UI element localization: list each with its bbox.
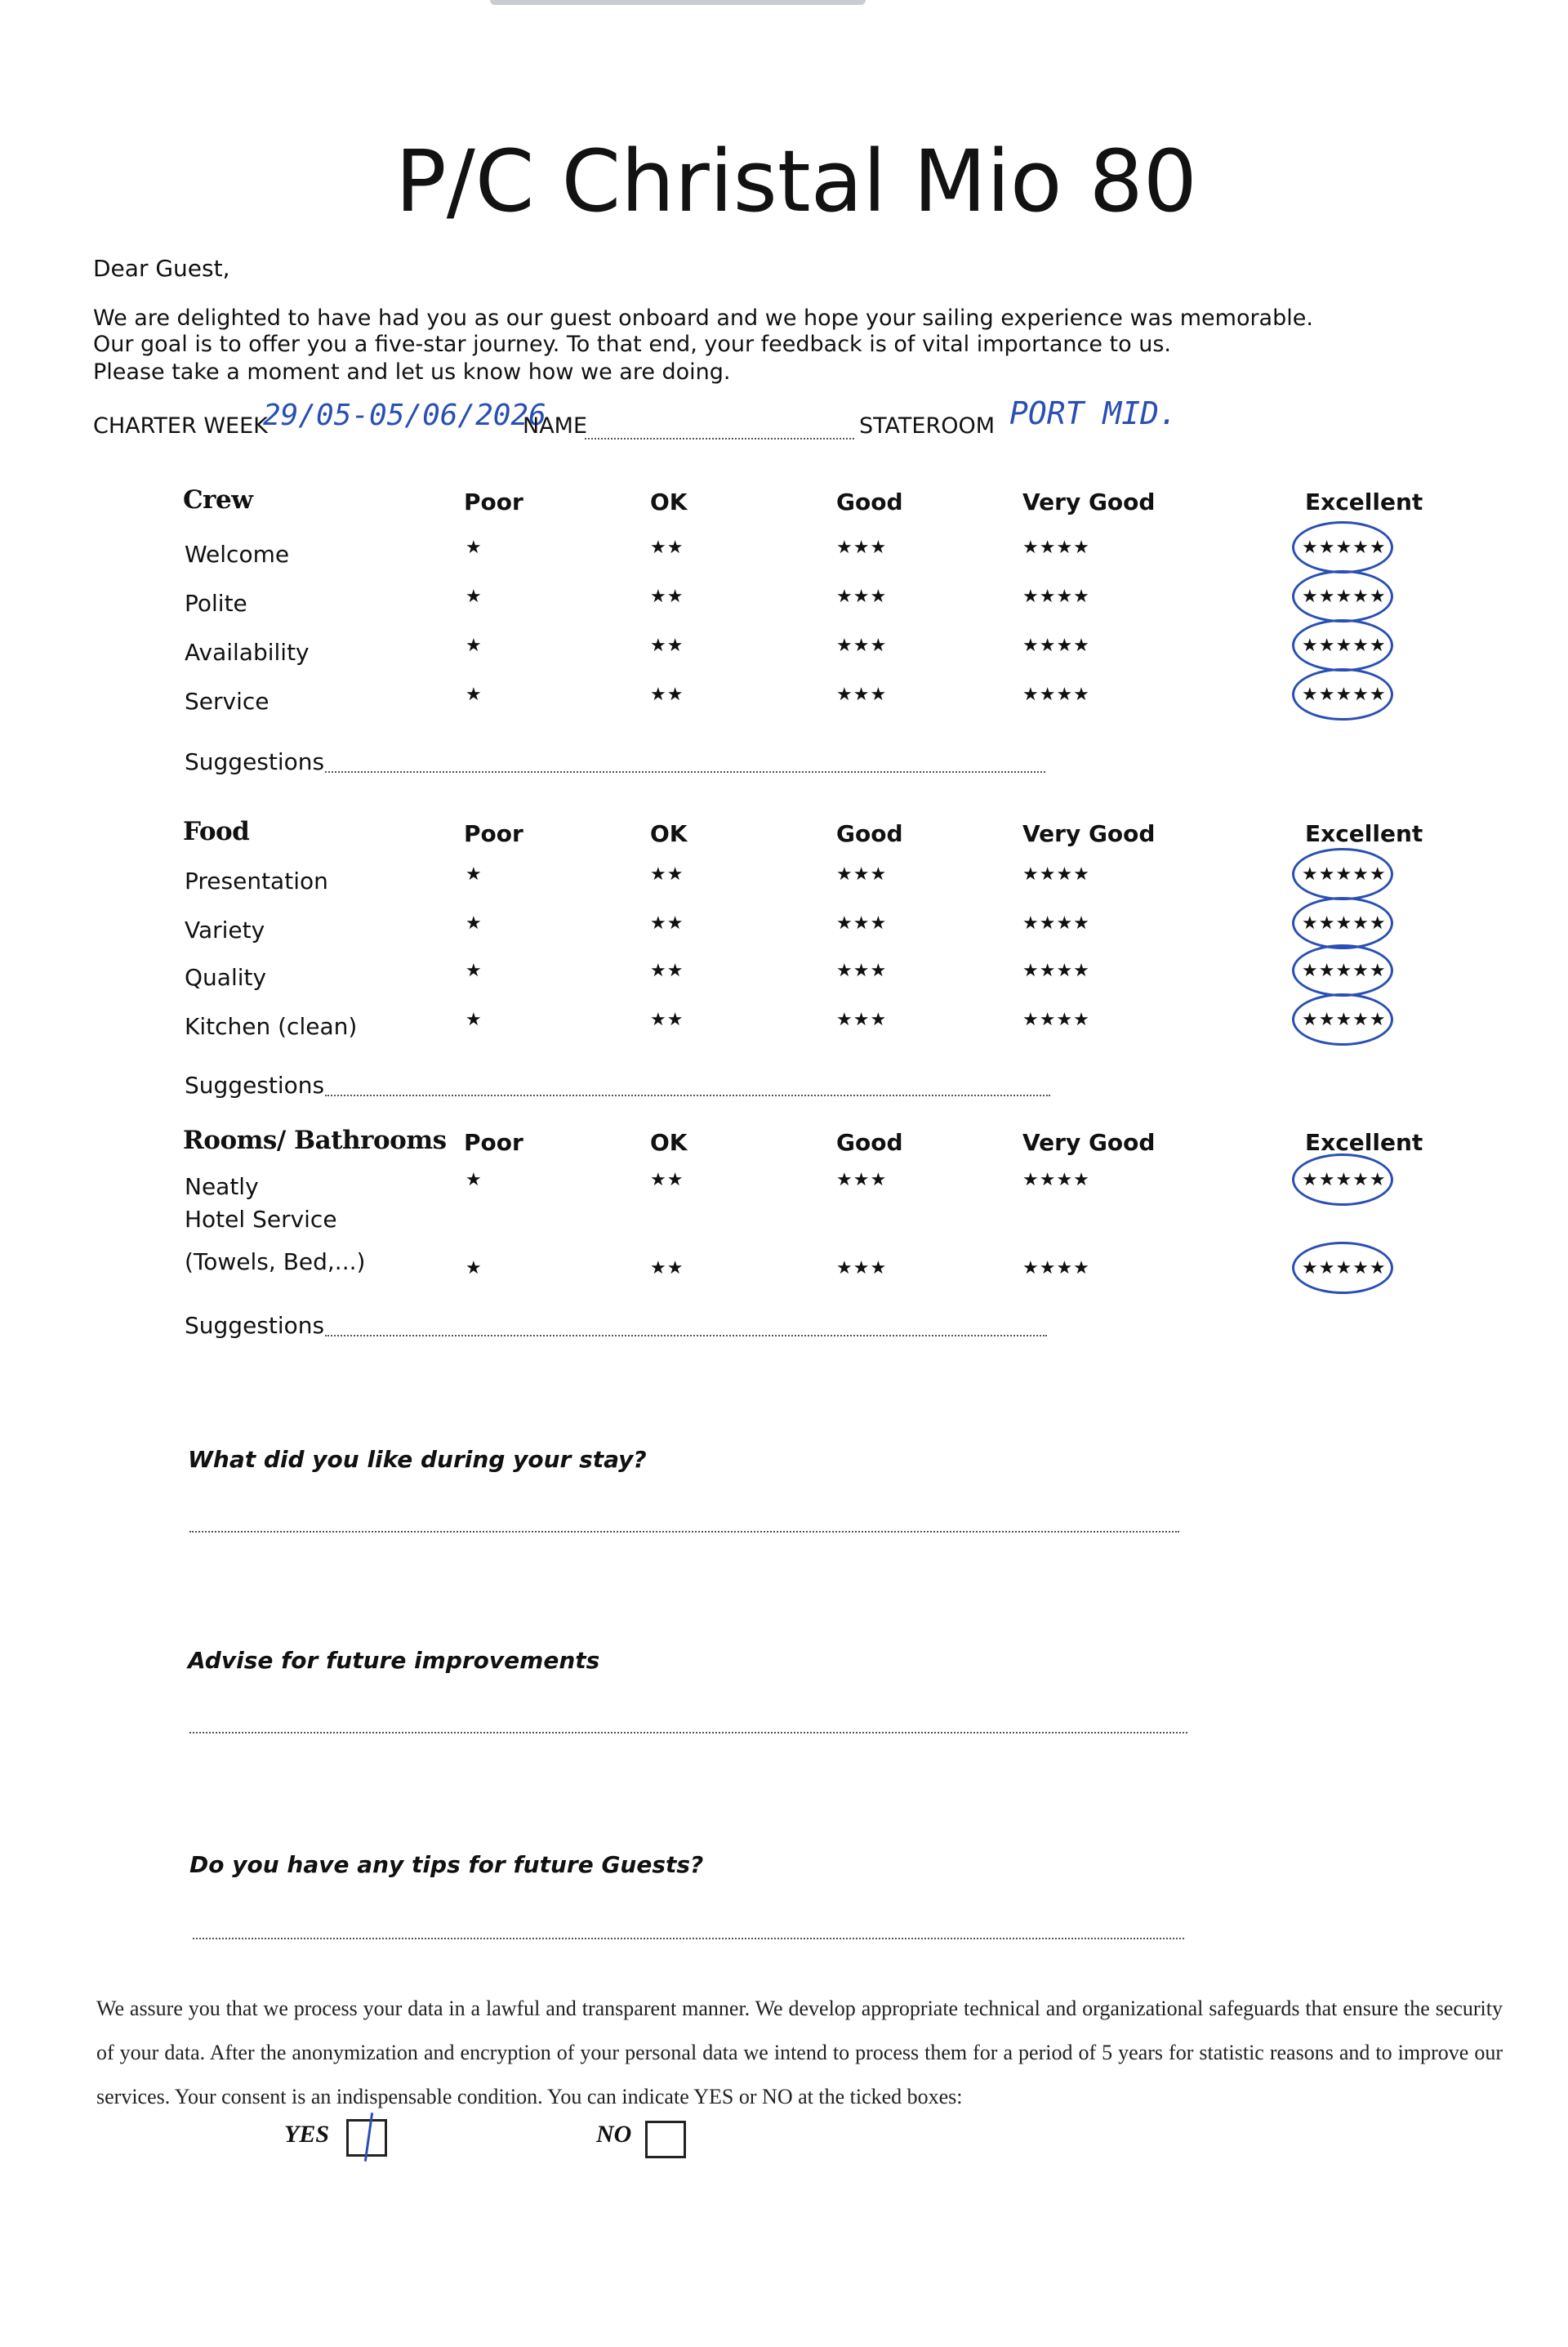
column-header-good: Good — [836, 1129, 903, 1156]
stateroom-label: STATEROOM — [859, 413, 996, 439]
rating-option-good[interactable]: ★★★ — [836, 636, 888, 656]
rating-row-label: Polite — [185, 590, 247, 617]
rating-option-ok[interactable]: ★★ — [650, 913, 684, 934]
name-field[interactable] — [585, 438, 854, 440]
question-improvements: Advise for future improvements — [188, 1647, 600, 1674]
rating-option-good[interactable]: ★★★ — [836, 587, 888, 607]
rating-row-label: Welcome — [185, 541, 290, 568]
selected-excellent-circle — [1292, 619, 1393, 672]
rating-option-poor[interactable]: ★ — [466, 913, 483, 934]
rating-option-poor[interactable]: ★ — [466, 961, 483, 981]
rating-option-good[interactable]: ★★★ — [836, 1010, 888, 1030]
suggestions-label: Suggestions — [185, 1312, 325, 1339]
yes-label: YES — [284, 2121, 330, 2148]
rating-option-ok[interactable]: ★★ — [650, 685, 684, 705]
column-header-ok: OK — [650, 1129, 688, 1156]
rating-row-label: Hotel Service — [185, 1206, 337, 1233]
column-header-poor: Poor — [464, 489, 523, 515]
page-title: P/C Christal Mio 80 — [395, 132, 1197, 231]
selected-excellent-circle — [1292, 944, 1393, 997]
column-header-ok: OK — [650, 489, 688, 515]
charter-week-value[interactable]: 29/05-05/06/2026 — [263, 399, 546, 432]
rating-option-very-good[interactable]: ★★★★ — [1022, 1010, 1090, 1030]
intro-line-2: Our goal is to offer you a five-star journey. To that end, your feedback is of vital importance to us. — [93, 332, 1172, 357]
column-header-poor: Poor — [464, 1129, 523, 1156]
rating-option-ok[interactable]: ★★ — [650, 587, 684, 607]
rating-option-poor[interactable]: ★ — [466, 587, 483, 607]
selected-excellent-circle — [1292, 570, 1393, 622]
rating-row-label: Quality — [185, 964, 267, 991]
question-tips: Do you have any tips for future Guests? — [189, 1851, 704, 1878]
selected-excellent-circle — [1292, 1242, 1393, 1294]
intro-line-1: We are delighted to have had you as our guest onboard and we hope your sailing experience was memorable. — [93, 306, 1313, 331]
suggestions-label: Suggestions — [185, 748, 325, 775]
rating-option-excellent[interactable]: ★★★★★ — [1302, 1258, 1387, 1278]
rating-option-poor[interactable]: ★ — [466, 1010, 483, 1030]
rating-option-poor[interactable]: ★ — [466, 538, 483, 558]
column-header-excellent: Excellent — [1305, 1129, 1423, 1156]
charter-week-label: CHARTER WEEK — [93, 413, 268, 439]
privacy-statement: We assure you that we process your data in a lawful and transparent manner. We develop appropriate technical and organizational safeguards that ensure the security of your data. After the anonymization and encryption of your personal data we intend to process them for a period of 5 years for statistic reasons and to improve our services. Your consent is an indispensable condition. You can indicate YES or NO at the ticked boxes: — [96, 1997, 1503, 2108]
column-header-excellent: Excellent — [1305, 489, 1423, 515]
column-header-excellent: Excellent — [1305, 820, 1423, 847]
rating-option-excellent[interactable]: ★★★★★ — [1302, 685, 1387, 705]
rating-option-very-good[interactable]: ★★★★ — [1022, 636, 1090, 656]
rating-option-ok[interactable]: ★★ — [650, 1258, 684, 1278]
rating-option-excellent[interactable]: ★★★★★ — [1302, 864, 1387, 885]
rating-row-label: Neatly — [185, 1173, 259, 1200]
scan-top-edge — [490, 0, 866, 5]
rating-option-very-good[interactable]: ★★★★ — [1022, 913, 1090, 934]
question-liked: What did you like during your stay? — [188, 1446, 647, 1473]
suggestions-field[interactable] — [325, 1335, 1047, 1336]
rating-option-poor[interactable]: ★ — [466, 685, 483, 705]
answer-liked-field[interactable] — [189, 1531, 1179, 1533]
rating-option-good[interactable]: ★★★ — [836, 913, 888, 934]
rating-option-good[interactable]: ★★★ — [836, 538, 888, 558]
rating-option-good[interactable]: ★★★ — [836, 864, 888, 885]
rating-row-label: Service — [185, 688, 270, 715]
answer-improvements-field[interactable] — [189, 1732, 1187, 1733]
column-header-good: Good — [836, 820, 903, 847]
rating-option-poor[interactable]: ★ — [466, 1258, 483, 1278]
column-header-good: Good — [836, 489, 903, 515]
rating-option-excellent[interactable]: ★★★★★ — [1302, 961, 1387, 981]
rating-option-very-good[interactable]: ★★★★ — [1022, 538, 1090, 558]
rating-option-ok[interactable]: ★★ — [650, 1010, 684, 1030]
suggestions-field[interactable] — [325, 1095, 1050, 1096]
rating-option-excellent[interactable]: ★★★★★ — [1302, 913, 1387, 934]
rating-option-ok[interactable]: ★★ — [650, 538, 684, 558]
rating-row-label: Availability — [185, 639, 310, 666]
suggestions-label: Suggestions — [185, 1072, 325, 1099]
rating-row-label: Variety — [185, 917, 265, 944]
name-label: NAME — [523, 413, 588, 439]
greeting: Dear Guest, — [93, 255, 230, 282]
column-header-very-good: Very Good — [1022, 820, 1156, 847]
rating-option-excellent[interactable]: ★★★★★ — [1302, 636, 1387, 656]
suggestions-field[interactable] — [325, 771, 1045, 773]
rating-option-poor[interactable]: ★ — [466, 864, 483, 885]
rating-option-good[interactable]: ★★★ — [836, 685, 888, 705]
rating-option-excellent[interactable]: ★★★★★ — [1302, 1170, 1387, 1190]
rating-option-good[interactable]: ★★★ — [836, 1258, 888, 1278]
rating-option-very-good[interactable]: ★★★★ — [1022, 961, 1090, 981]
rating-row-label: Kitchen (clean) — [185, 1013, 358, 1040]
selected-excellent-circle — [1292, 521, 1393, 573]
section-title: Rooms/ Bathrooms — [183, 1126, 447, 1155]
stateroom-value[interactable]: PORT MID. — [1009, 395, 1178, 431]
no-label: NO — [596, 2121, 632, 2148]
rating-option-very-good[interactable]: ★★★★ — [1022, 1258, 1090, 1278]
selected-excellent-circle — [1292, 993, 1393, 1046]
column-header-ok: OK — [650, 820, 688, 847]
rating-option-good[interactable]: ★★★ — [836, 961, 888, 981]
rating-row-sublabel: (Towels, Bed,...) — [185, 1248, 366, 1275]
column-header-very-good: Very Good — [1022, 489, 1156, 515]
rating-option-ok[interactable]: ★★ — [650, 636, 684, 656]
rating-option-poor[interactable]: ★ — [466, 1170, 483, 1190]
rating-option-very-good[interactable]: ★★★★ — [1022, 1170, 1090, 1190]
intro-line-3: Please take a moment and let us know how we are doing. — [93, 359, 731, 385]
section-title: Crew — [183, 485, 253, 515]
column-header-very-good: Very Good — [1022, 1129, 1156, 1156]
rating-option-good[interactable]: ★★★ — [836, 1170, 888, 1190]
selected-excellent-circle — [1292, 668, 1393, 721]
no-checkbox[interactable] — [645, 2121, 686, 2158]
section-title: Food — [183, 817, 250, 846]
selected-excellent-circle — [1292, 848, 1393, 900]
rating-option-poor[interactable]: ★ — [466, 636, 483, 656]
rating-option-ok[interactable]: ★★ — [650, 1170, 684, 1190]
rating-option-excellent[interactable]: ★★★★★ — [1302, 538, 1387, 558]
rating-row-label: Presentation — [185, 868, 328, 895]
rating-option-excellent[interactable]: ★★★★★ — [1302, 1010, 1387, 1030]
selected-excellent-circle — [1292, 897, 1393, 949]
column-header-poor: Poor — [464, 820, 523, 847]
rating-option-ok[interactable]: ★★ — [650, 864, 684, 885]
rating-option-very-good[interactable]: ★★★★ — [1022, 685, 1090, 705]
rating-option-very-good[interactable]: ★★★★ — [1022, 587, 1090, 607]
selected-excellent-circle — [1292, 1153, 1393, 1206]
answer-tips-field[interactable] — [193, 1938, 1184, 1939]
rating-option-very-good[interactable]: ★★★★ — [1022, 864, 1090, 885]
rating-option-ok[interactable]: ★★ — [650, 961, 684, 981]
rating-option-excellent[interactable]: ★★★★★ — [1302, 587, 1387, 607]
